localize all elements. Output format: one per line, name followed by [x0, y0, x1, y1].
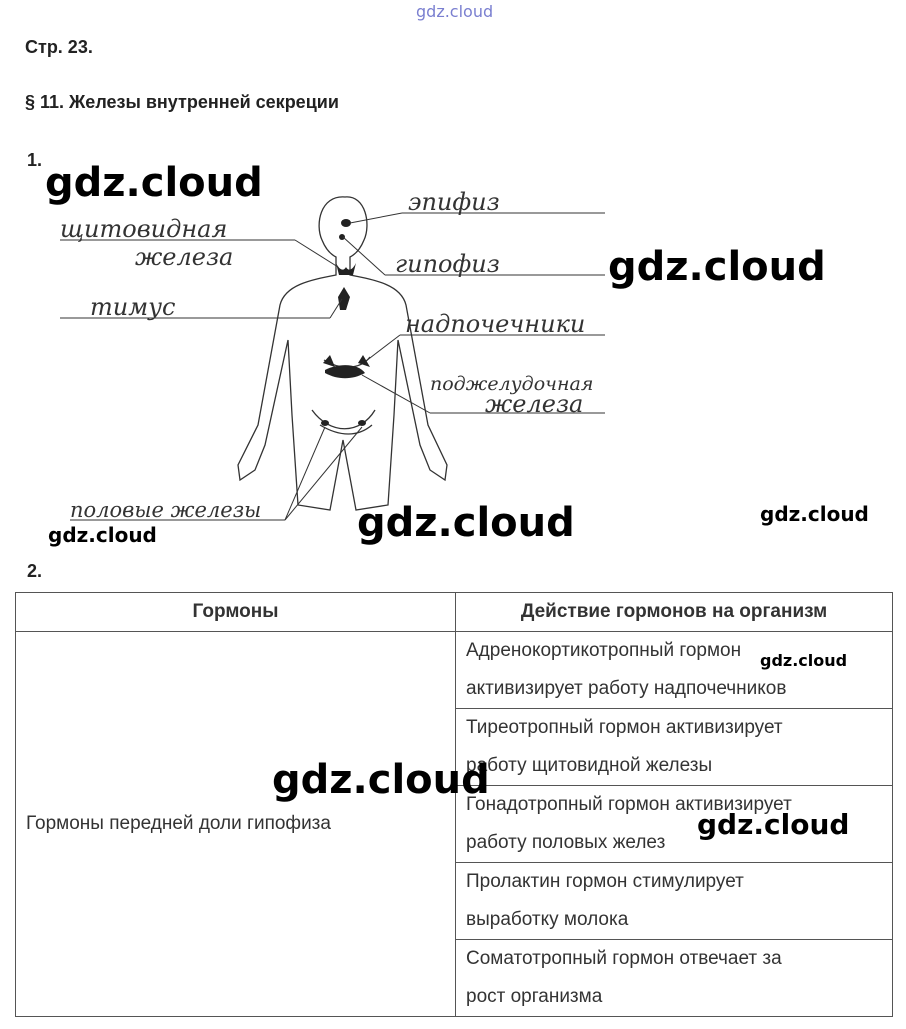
table-row — [16, 632, 893, 709]
watermark: gdz.cloud — [697, 808, 850, 841]
human-body-outline — [238, 197, 447, 510]
label-gonads: половые железы — [70, 498, 262, 522]
watermark: gdz.cloud — [48, 523, 157, 547]
label-thyroid-line2: железа — [135, 243, 234, 271]
watermark: gdz.cloud — [272, 757, 490, 803]
gonad-right-mark — [358, 420, 366, 426]
hormone-group-cell: Гормоны передней доли гипофиза — [16, 632, 456, 1017]
adrenal-left-mark — [323, 355, 335, 367]
effect-cell — [456, 863, 893, 940]
effect-line: активизирует работу надпочечников — [466, 678, 787, 699]
watermark: gdz.cloud — [45, 160, 263, 206]
effect-cell — [456, 709, 893, 786]
task-2-number: 2. — [27, 561, 43, 581]
effect-line: рост организма — [466, 986, 603, 1007]
label-pituitary: гипофиз — [395, 250, 500, 278]
effect-line: Адренокортикотропный гормон — [466, 640, 742, 661]
effect-line: работу щитовидной железы — [466, 755, 713, 776]
watermark: gdz.cloud — [760, 651, 848, 670]
label-pancreas-line2: железа — [485, 390, 584, 418]
effect-cell — [456, 940, 893, 1017]
effect-line: работу половых желез — [466, 832, 666, 853]
pancreas-mark — [325, 365, 365, 378]
label-thymus: тимус — [90, 293, 176, 321]
effect-line: Гонадотропный гормон активизирует — [466, 794, 792, 815]
effect-cell — [456, 632, 893, 709]
label-adrenal: надпочечники — [405, 310, 586, 338]
effect-line: Тиреотропный гормон активизирует — [466, 717, 783, 738]
task-1-number: 1. — [27, 150, 43, 170]
effect-line: Соматотропный гормон отвечает за — [466, 948, 782, 969]
endocrine-glands-diagram — [40, 175, 640, 555]
epiphysis-mark — [341, 219, 351, 227]
table-header-row — [16, 593, 893, 632]
section-title: § 11. Железы внутренней секреции — [25, 92, 339, 112]
watermark: gdz.cloud — [760, 502, 869, 526]
pituitary-mark — [339, 234, 345, 240]
thymus-mark — [338, 287, 350, 310]
thyroid-mark — [336, 263, 356, 275]
effect-line: выработку молока — [466, 909, 629, 930]
effect-line: Пролактин гормон стимулирует — [466, 871, 744, 892]
gland-labels — [60, 188, 593, 522]
watermark: gdz.cloud — [416, 2, 494, 21]
label-epiphysis: эпифиз — [408, 188, 500, 216]
column-header-effects: Действие гормонов на организм — [456, 593, 893, 632]
page-number: Стр. 23. — [25, 37, 93, 57]
label-thyroid-line1: щитовидная — [60, 215, 228, 243]
gonad-left-mark — [321, 420, 329, 426]
column-header-hormones: Гормоны — [16, 593, 456, 632]
watermark: gdz.cloud — [608, 244, 826, 290]
label-pancreas-line1: поджелудочная — [430, 373, 594, 395]
watermark: gdz.cloud — [357, 500, 575, 546]
